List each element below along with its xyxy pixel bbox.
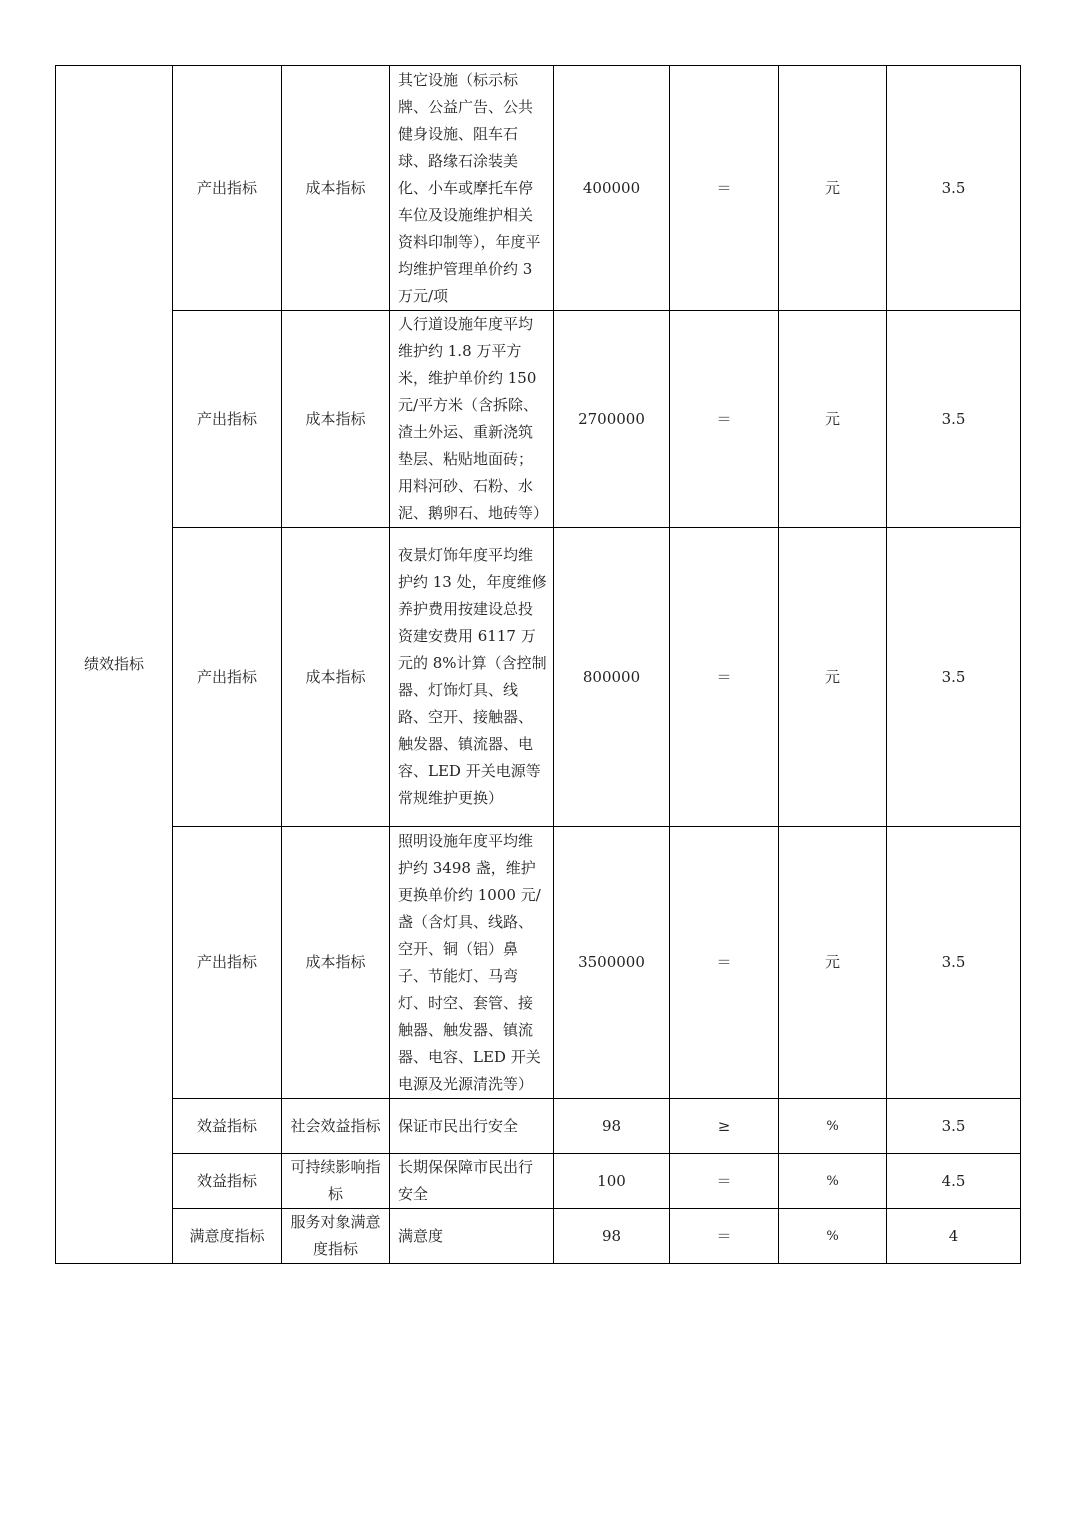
indicator-content-cell: 照明设施年度平均维护约 3498 盏，维护更换单价约 1000 元/盏（含灯具、线路、空开、铜（铝）鼻子、节能灯、马弯灯、时空、套管、接触器、触发器、镇流器、电容、LED 开关电源及光源清洗等）: [390, 827, 554, 1099]
unit-cell: %: [779, 1099, 887, 1154]
operator-cell: ＝: [670, 528, 779, 827]
indicator-content-cell: 长期保保障市民出行安全: [390, 1154, 554, 1209]
target-value-cell: 400000: [554, 66, 670, 311]
unit-cell: 元: [779, 311, 887, 528]
level1-indicator-cell: 效益指标: [173, 1154, 282, 1209]
operator-cell: ≥: [670, 1099, 779, 1154]
level2-indicator-cell: [282, 1099, 390, 1154]
unit-cell: %: [779, 1154, 887, 1209]
unit-cell: 元: [779, 66, 887, 311]
level1-indicator-cell: 产出指标: [173, 311, 282, 528]
level2-indicator-cell: 成本指标: [282, 528, 390, 827]
indicator-content-cell: 夜景灯饰年度平均维护约 13 处，年度维修养护费用按建设总投资建安费用 6117 万元的 8%计算（含控制器、灯饰灯具、线路、空开、接触器、触发器、镇流器、电容、LED 开关电源等常规维护更换）: [390, 528, 554, 827]
table-row: [56, 311, 1021, 528]
indicator-content-cell: 满意度: [390, 1209, 554, 1264]
unit-cell: 元: [779, 528, 887, 827]
level2-indicator-cell: [282, 1209, 390, 1264]
target-value-cell: 2700000: [554, 311, 670, 528]
indicator-content-cell: 人行道设施年度平均维护约 1.8 万平方米，维护单价约 150 元/平方米（含拆除、渣土外运、重新浇筑垫层、粘贴地面砖；用料河砂、石粉、水泥、鹅卵石、地砖等）: [390, 311, 554, 528]
table-row: [56, 1099, 1021, 1154]
weight-cell: 3.5: [887, 528, 1021, 827]
table-row: [56, 827, 1021, 1099]
level2-indicator-label: 服务对象满意度指标: [290, 1213, 381, 1258]
weight-cell: 3.5: [887, 827, 1021, 1099]
level2-indicator-cell: 成本指标: [282, 827, 390, 1099]
level2-indicator-cell: [282, 1154, 390, 1209]
level1-indicator-cell: 产出指标: [173, 528, 282, 827]
indicator-content-cell: 保证市民出行安全: [390, 1099, 554, 1154]
table-row: [56, 1154, 1021, 1209]
unit-cell: 元: [779, 827, 887, 1099]
target-value-cell: 98: [554, 1209, 670, 1264]
level1-indicator-cell: 产出指标: [173, 827, 282, 1099]
target-value-cell: 98: [554, 1099, 670, 1154]
target-value-cell: 100: [554, 1154, 670, 1209]
indicator-content-cell: 其它设施（标示标牌、公益广告、公共健身设施、阻车石球、路缘石涂装美化、小车或摩托车停车位及设施维护相关资料印制等），年度平均维护管理单价约 3 万元/项: [390, 66, 554, 311]
level2-indicator-cell: 成本指标: [282, 311, 390, 528]
operator-cell: ＝: [670, 66, 779, 311]
level1-indicator-cell: 满意度指标: [173, 1209, 282, 1264]
weight-cell: 4: [887, 1209, 1021, 1264]
operator-cell: ＝: [670, 827, 779, 1099]
performance-indicator-table: [55, 65, 1021, 1264]
level2-indicator-label: 可持续影响指标: [290, 1158, 381, 1203]
table-row: [56, 528, 1021, 827]
level1-indicator-cell: 产出指标: [173, 66, 282, 311]
weight-cell: 4.5: [887, 1154, 1021, 1209]
target-value-cell: 3500000: [554, 827, 670, 1099]
target-value-cell: 800000: [554, 528, 670, 827]
operator-cell: ＝: [670, 1209, 779, 1264]
weight-cell: 3.5: [887, 1099, 1021, 1154]
table-row: [56, 1209, 1021, 1264]
weight-cell: 3.5: [887, 311, 1021, 528]
operator-cell: ＝: [670, 1154, 779, 1209]
level1-indicator-cell: 效益指标: [173, 1099, 282, 1154]
weight-cell: 3.5: [887, 66, 1021, 311]
table-row: [56, 66, 1021, 311]
operator-cell: ＝: [670, 311, 779, 528]
category-cell: 绩效指标: [56, 66, 173, 1264]
level2-indicator-cell: 成本指标: [282, 66, 390, 311]
level2-indicator-label: 社会效益指标: [290, 1116, 381, 1135]
unit-cell: %: [779, 1209, 887, 1264]
